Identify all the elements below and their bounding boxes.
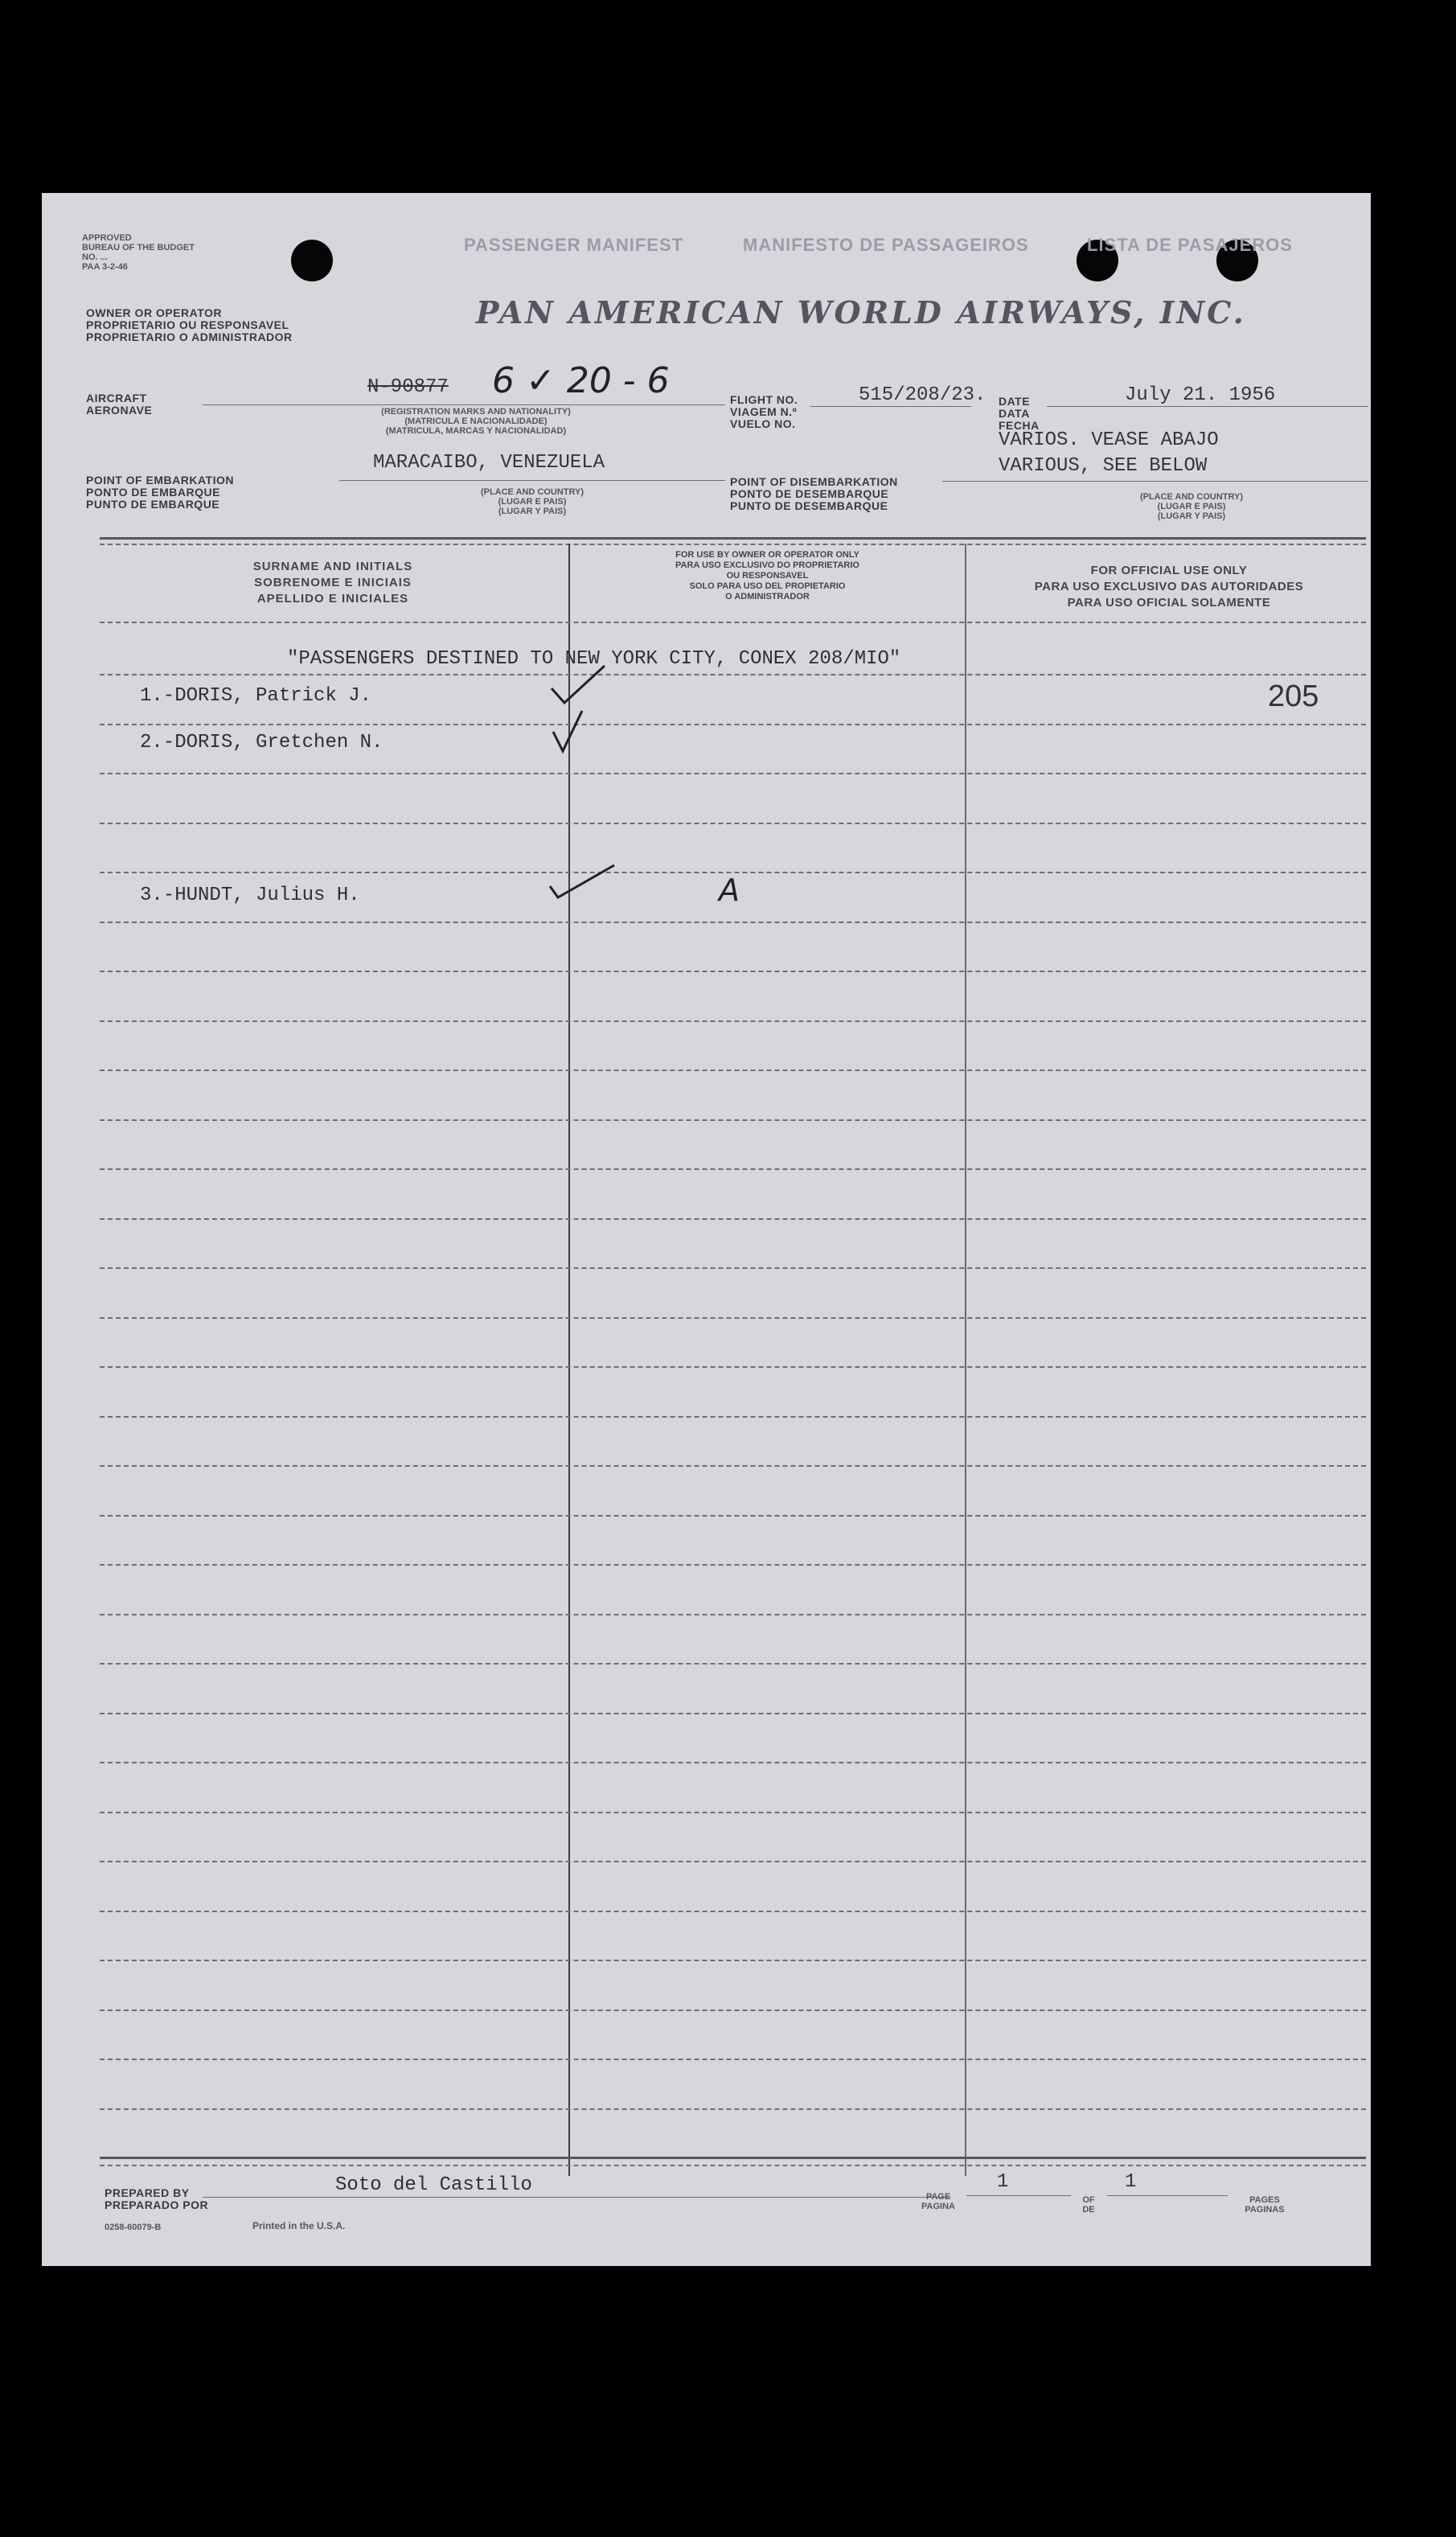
approved-line: APPROVED bbox=[82, 233, 132, 243]
date-line bbox=[1047, 406, 1368, 407]
total-pages-line bbox=[1107, 2195, 1228, 2196]
date-labels bbox=[999, 396, 1040, 432]
of-labels bbox=[1073, 2195, 1105, 2215]
row-rule bbox=[100, 1564, 1366, 1566]
row-rule bbox=[100, 2009, 1366, 2011]
row-rule bbox=[100, 1762, 1366, 1763]
table-top-rule bbox=[100, 537, 1366, 540]
embarkation-sub-label: (LUGAR E PAIS) bbox=[498, 497, 567, 507]
owner-labels bbox=[86, 307, 293, 343]
row-rule bbox=[100, 922, 1366, 923]
row-rule bbox=[100, 2108, 1366, 2110]
pages-label: PAGINAS bbox=[1245, 2205, 1285, 2215]
row-rule bbox=[100, 823, 1366, 824]
embarkation-label: PUNTO DE EMBARQUE bbox=[86, 498, 220, 511]
column-header-line: SOBRENOME E INICIAIS bbox=[254, 576, 412, 589]
row-rule bbox=[100, 1119, 1366, 1121]
table-bottom-rule-2 bbox=[100, 2165, 1366, 2166]
approved-line: PAA 3-2-46 bbox=[82, 262, 128, 272]
title-en: PASSENGER MANIFEST bbox=[464, 235, 684, 255]
flight-label: VUELO NO. bbox=[730, 417, 796, 430]
embarkation-sub-label: (LUGAR Y PAIS) bbox=[498, 507, 567, 516]
aircraft-registration: N-90877 bbox=[367, 376, 449, 398]
row-rule bbox=[100, 1465, 1366, 1467]
page-line bbox=[966, 2195, 1071, 2196]
disembarkation-sub-labels bbox=[1087, 492, 1296, 521]
aircraft-line bbox=[203, 404, 725, 405]
flight-label: VIAGEM N.º bbox=[730, 405, 798, 418]
embarkation-place: MARACAIBO, VENEZUELA bbox=[373, 452, 605, 474]
embarkation-label: PONTO DE EMBARQUE bbox=[86, 486, 220, 499]
flight-labels bbox=[730, 394, 798, 430]
column-header-official bbox=[968, 563, 1370, 611]
aircraft-sub-label: (MATRICULA, MARCAS Y NACIONALIDAD) bbox=[385, 426, 567, 436]
column-header-line: SOLO PARA USO DEL PROPIETARIO bbox=[689, 581, 846, 591]
aircraft-sub-label: (MATRICULA E NACIONALIDADE) bbox=[404, 417, 548, 426]
passenger-owner-mark-3: A bbox=[719, 872, 740, 908]
aircraft-sub-labels bbox=[303, 407, 649, 436]
check-mark-icon bbox=[547, 862, 619, 902]
embarkation-sub-labels bbox=[428, 487, 637, 516]
row-rule bbox=[100, 1218, 1366, 1220]
prepared-by-line bbox=[203, 2197, 950, 2198]
disembarkation-sub-label: (PLACE AND COUNTRY) bbox=[1139, 492, 1244, 502]
disembarkation-label: PUNTO DE DESEMBARQUE bbox=[730, 499, 888, 512]
row-rule bbox=[100, 1515, 1366, 1517]
column-header-line: PARA USO OFICIAL SOLAMENTE bbox=[1067, 596, 1271, 610]
row-rule bbox=[100, 1317, 1366, 1319]
destination-note: "PASSENGERS DESTINED TO NEW YORK CITY, CONEX 208/MIO" bbox=[287, 648, 901, 670]
column-header-line: FOR OFFICIAL USE ONLY bbox=[1090, 564, 1248, 577]
column-header-surname bbox=[100, 559, 566, 607]
column-header-line: O ADMINISTRADOR bbox=[725, 592, 810, 601]
passenger-name-2: 2.-DORIS, Gretchen N. bbox=[140, 732, 383, 753]
disembarkation-place-en: VARIOUS, SEE BELOW bbox=[999, 455, 1208, 477]
embarkation-sub-label: (PLACE AND COUNTRY) bbox=[480, 487, 584, 497]
row-rule bbox=[100, 1614, 1366, 1615]
row-rule bbox=[100, 724, 1366, 725]
row-rule bbox=[100, 1267, 1366, 1269]
prepared-label: PREPARED BY bbox=[105, 2186, 190, 2199]
printed-note: Printed in the U.S.A. bbox=[252, 2220, 346, 2231]
row-rule bbox=[100, 1020, 1366, 1022]
row-rule bbox=[100, 674, 1366, 675]
flight-number: 515/208/23. bbox=[859, 384, 986, 406]
passenger-name-1: 1.-DORIS, Patrick J. bbox=[140, 685, 372, 707]
total-pages: 1 bbox=[1125, 2171, 1137, 2193]
aircraft-labels bbox=[86, 392, 152, 417]
row-rule bbox=[100, 1812, 1366, 1813]
date-label: FECHA bbox=[999, 419, 1040, 432]
owner-label: OWNER OR OPERATOR bbox=[86, 306, 222, 319]
owner-label: PROPRIETARIO O ADMINISTRADOR bbox=[86, 330, 293, 343]
date-label: DATA bbox=[999, 407, 1030, 420]
form-number: 0258-60079-B bbox=[105, 2223, 162, 2232]
row-rule bbox=[100, 1416, 1366, 1418]
column-header-line: PARA USO EXCLUSIVO DO PROPRIETARIO bbox=[675, 560, 859, 570]
passenger-official-1: 205 bbox=[1268, 679, 1319, 713]
owner-label: PROPRIETARIO OU RESPONSAVEL bbox=[86, 318, 289, 331]
page-label: PAGE bbox=[925, 2192, 951, 2202]
row-rule bbox=[100, 1663, 1366, 1665]
prepared-by-name: Soto del Castillo bbox=[335, 2174, 532, 2196]
row-rule bbox=[100, 1960, 1366, 1961]
aircraft-sub-label: (REGISTRATION MARKS AND NATIONALITY) bbox=[381, 407, 571, 417]
check-mark-icon bbox=[547, 661, 611, 709]
column-header-line: FOR USE BY OWNER OR OPERATOR ONLY bbox=[675, 550, 859, 560]
passenger-name-3: 3.-HUNDT, Julius H. bbox=[140, 885, 360, 906]
row-rule bbox=[100, 1713, 1366, 1714]
aircraft-label: AERONAVE bbox=[86, 404, 153, 417]
flight-line bbox=[810, 406, 971, 407]
row-rule bbox=[100, 1861, 1366, 1862]
table-bottom-rule bbox=[100, 2157, 1366, 2159]
disembarkation-label: PONTO DE DESEMBARQUE bbox=[730, 487, 889, 500]
header-separator bbox=[100, 622, 1366, 623]
check-mark-icon bbox=[550, 708, 598, 756]
title-pt: MANIFESTO DE PASSAGEIROS bbox=[743, 235, 1029, 255]
approved-block bbox=[82, 233, 195, 272]
row-rule bbox=[100, 2059, 1366, 2060]
column-header-line: OU RESPONSAVEL bbox=[726, 571, 809, 581]
flight-label: FLIGHT NO. bbox=[730, 393, 798, 406]
disembarkation-sub-label: (LUGAR Y PAIS) bbox=[1157, 511, 1226, 521]
disembarkation-labels bbox=[730, 476, 898, 512]
row-rule bbox=[100, 773, 1366, 774]
prepared-by-labels bbox=[105, 2187, 208, 2211]
row-rule bbox=[100, 1069, 1366, 1071]
page-labels bbox=[910, 2192, 966, 2211]
approved-line: BUREAU OF THE BUDGET bbox=[82, 243, 195, 252]
column-header-line: APELLIDO E INICIALES bbox=[256, 592, 409, 606]
disembarkation-line bbox=[942, 481, 1368, 482]
row-rule bbox=[100, 971, 1366, 972]
pages-label: PAGES bbox=[1249, 2195, 1280, 2205]
flight-date: July 21. 1956 bbox=[1125, 384, 1276, 406]
column-header-line: SURNAME AND INITIALS bbox=[252, 560, 413, 573]
date-label: DATE bbox=[999, 395, 1031, 408]
column-divider bbox=[568, 544, 570, 2176]
row-rule bbox=[100, 1168, 1366, 1170]
airline-name: PAN AMERICAN WORLD AIRWAYS, INC. bbox=[476, 294, 1246, 330]
manifest-sheet bbox=[42, 193, 1371, 2266]
embarkation-labels bbox=[86, 474, 234, 511]
aircraft-handwritten-note: 6 ✓ 20 - 6 bbox=[492, 360, 670, 401]
title-es: LISTA DE PASAJEROS bbox=[1087, 235, 1293, 255]
of-label: OF bbox=[1082, 2195, 1095, 2205]
embarkation-line bbox=[339, 480, 725, 481]
disembarkation-label: POINT OF DISEMBARKATION bbox=[730, 475, 898, 488]
pages-labels bbox=[1228, 2195, 1301, 2215]
column-divider bbox=[965, 544, 966, 2176]
embarkation-label: POINT OF EMBARKATION bbox=[86, 474, 234, 486]
column-header-line: PARA USO EXCLUSIVO DAS AUTORIDADES bbox=[1034, 580, 1304, 593]
row-rule bbox=[100, 1911, 1366, 1912]
row-rule bbox=[100, 1366, 1366, 1368]
prepared-label: PREPARADO POR bbox=[105, 2198, 209, 2211]
of-label: DE bbox=[1082, 2205, 1095, 2215]
column-header-owner bbox=[572, 550, 962, 602]
page-number: 1 bbox=[997, 2171, 1009, 2193]
punch-hole bbox=[291, 240, 333, 281]
approved-line: NO. ... bbox=[82, 252, 108, 262]
aircraft-label: AIRCRAFT bbox=[86, 392, 147, 404]
disembarkation-place-es: VARIOS. VEASE ABAJO bbox=[999, 429, 1219, 451]
disembarkation-sub-label: (LUGAR E PAIS) bbox=[1157, 502, 1226, 511]
page-label: PAGINA bbox=[921, 2202, 955, 2211]
table-top-rule-2 bbox=[100, 544, 1366, 545]
